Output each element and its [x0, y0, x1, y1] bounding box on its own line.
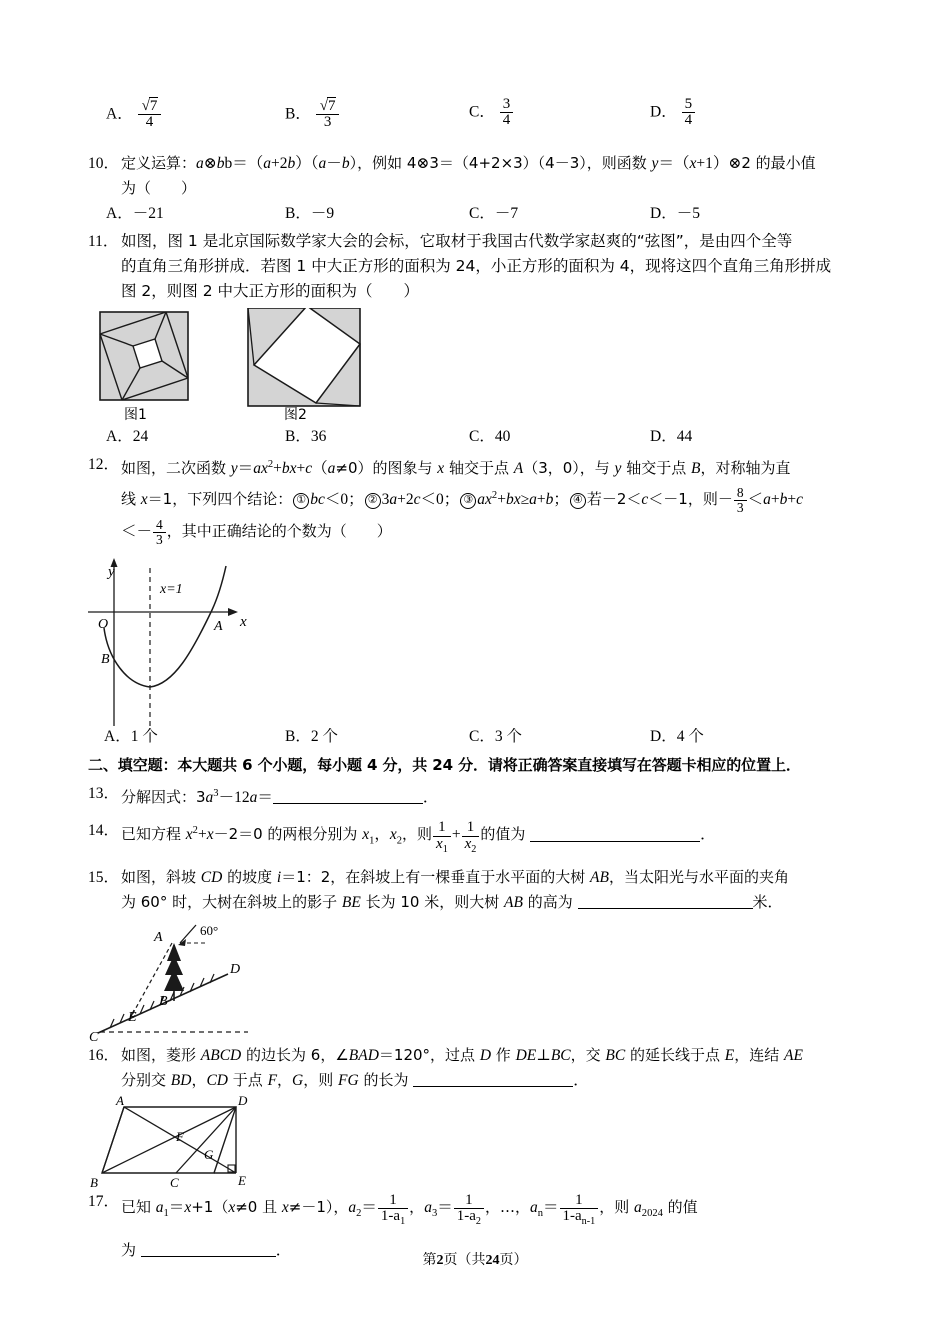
label-c: C — [170, 1175, 179, 1190]
question-10 — [88, 151, 873, 201]
question-14-number: 14． — [88, 822, 120, 840]
answer-blank-13[interactable] — [273, 803, 423, 804]
page-footer — [0, 1249, 950, 1269]
diagonal-bd — [102, 1107, 236, 1173]
label-d: D — [230, 962, 241, 978]
q11-line-1: 如图，图 1 是北京国际数学家大会的会标，它取材于我国古代数学家赵爽的“弦图”，是由四个全等 — [121, 232, 793, 250]
option-b[interactable]: B．－9 — [285, 205, 335, 222]
y-axis-label: y — [108, 564, 115, 581]
label-b: B — [159, 994, 168, 1010]
question-13-body: 分解因式：$3a^3-12a=$ ． — [121, 788, 439, 807]
q10-var-b: b — [216, 155, 225, 172]
circled-number-2: ② — [365, 493, 381, 509]
footer-suffix: 页） — [499, 1252, 528, 1268]
question-14-body: 已知方程 $x^2+x-2=0$ 的两根分别为 $x_1$，$x_2$，则 $\frac{1}{x_1}$ + $\frac{1}{x_2}$ 的值为 ． — [121, 819, 716, 855]
q10-text-2: b＝（ — [224, 155, 264, 172]
fraction-sqrt7-over-3: $\frac{√7}{3}$ — [316, 97, 340, 131]
figure-1-chord-diagram — [100, 312, 188, 400]
rhombus-abcd-figure — [88, 1095, 328, 1189]
fraction-4-over-3: $\frac{4}{3}$ — [153, 518, 166, 547]
fraction-1-over-1-minus-an-1: $\frac{1}{1-a_{n-1}}$ — [560, 1193, 599, 1228]
label-a: A — [154, 930, 163, 946]
fraction-1-over-x2: $\frac{1}{x_2}$ — [462, 820, 480, 855]
question-11-options — [88, 424, 873, 450]
label-c: C — [89, 1030, 99, 1046]
fraction-1-over-1-minus-a1: $\frac{1}{1-a_1}$ — [378, 1193, 408, 1228]
footer-total-pages: 24 — [485, 1253, 500, 1268]
q10-text-1: 定义运算： — [121, 154, 197, 172]
chord-diagram-figures — [88, 308, 548, 426]
question-15-figure — [88, 917, 873, 1045]
option-a-label: A． — [106, 105, 133, 123]
option-c[interactable]: C．40 — [469, 428, 511, 445]
option-c[interactable]: C．－7 — [469, 205, 519, 222]
fraction-1-over-1-minus-a2: $\frac{1}{1-a_2}$ — [454, 1193, 484, 1228]
question-12-options — [88, 724, 873, 750]
question-15 — [88, 865, 873, 915]
option-c[interactable] — [469, 97, 514, 129]
question-12-body: 如图，二次函数 $y=ax^2+bx+c(a\ne 0)$的图象与 x 轴交于点 A（3，0），与 y 轴交于点 B，对称轴为直 — [121, 459, 791, 478]
question-11-body — [121, 229, 873, 304]
figure-2-label: 图2 — [284, 407, 307, 423]
x-axis-arrow — [228, 608, 238, 616]
question-16-body: 如图，菱形 ABCD 的边长为 6，∠BAD＝120°，过点 D 作 DE⊥BC，交 BC 的延长线于点 E，连结 AE 分别交 BD，CD 于点 F，G，则 FG 的长为 ． — [121, 1046, 803, 1090]
sqrt-icon: √7 — [141, 98, 158, 114]
option-a[interactable]: A．1 个 — [104, 728, 158, 746]
answer-blank-14[interactable] — [530, 841, 700, 842]
sun-angle-ray — [180, 925, 196, 943]
question-16-figure — [88, 1095, 873, 1189]
axis-line-label: x=1 — [160, 582, 183, 598]
q10-var-a: a — [196, 155, 204, 172]
question-12-number: 12． — [88, 456, 120, 473]
slope-tree-shadow-figure — [88, 917, 308, 1045]
option-c[interactable]: C．3 个 — [469, 728, 522, 746]
q10-answer-prompt: 为（ ） — [121, 179, 197, 197]
label-a: A — [116, 1095, 124, 1109]
circled-number-4: ④ — [570, 493, 586, 509]
question-12 — [88, 452, 873, 481]
footer-prefix: 第 — [422, 1252, 437, 1268]
question-10-options — [88, 201, 873, 227]
label-e: E — [238, 1173, 246, 1189]
option-b[interactable]: B．2 个 — [285, 728, 338, 746]
label-b: B — [90, 1175, 98, 1190]
footer-page-number: 2 — [436, 1253, 444, 1268]
question-17-body: 已知 $a_1=x+1(x\ne 0$ 且 x≠－1），$a_2=$ $\frac{1}{1-a_1}$ ，$a_3=$ $\frac{1}{1-a_2}$ ，…，$a_n=$ $\frac{1}{1-a_{n-1}}$ ，则 $a_{2024}$ 的值 为 ． — [121, 1191, 698, 1260]
option-a[interactable]: A．24 — [106, 428, 149, 445]
option-d[interactable]: D．44 — [650, 428, 693, 445]
question-11 — [88, 229, 873, 304]
fraction-8-over-3: $\frac{8}{3}$ — [734, 486, 747, 515]
option-d[interactable]: D．4 个 — [650, 728, 704, 746]
segment-dc-ext — [176, 1107, 236, 1173]
label-e: E — [128, 1010, 137, 1026]
option-b[interactable]: B．36 — [285, 428, 327, 445]
question-12-graph — [88, 550, 873, 728]
answer-blank-16[interactable] — [413, 1086, 573, 1087]
circled-number-1: ① — [293, 493, 309, 509]
answer-blank-15[interactable] — [578, 908, 753, 909]
question-16 — [88, 1043, 873, 1093]
question-12-body-line3: ＜－ $\frac{4}{3}$ ，其中正确结论的个数为（ ） — [121, 516, 392, 547]
fraction-5-over-4: $\frac{5}{4}$ — [682, 97, 696, 129]
q11-line-2: 的直角三角形拼成．若图 1 中大正方形的面积为 24，小正方形的面积为 4，现将这四个直角三角形拼成 — [121, 257, 832, 275]
figure-2-chord-diagram — [248, 308, 360, 406]
question-9-options — [88, 95, 873, 145]
option-a[interactable]: A．－21 — [106, 205, 164, 222]
origin-label: O — [98, 617, 109, 633]
sqrt-icon: √7 — [319, 98, 336, 114]
option-b[interactable] — [285, 97, 340, 131]
option-d[interactable] — [650, 97, 696, 129]
q11-line-3: 图 2，则图 2 中大正方形的面积为（ ） — [121, 282, 420, 300]
question-12-body-line2: 线 x＝1，下列四个结论： ① bc＜0； ② 3a+2c＜0； ③ $ax^2+bx\ge a+b$； ④ 若－2＜c＜－1，则－ $\frac{8}{3}$ ＜a+b+c — [121, 484, 803, 515]
question-13 — [88, 781, 873, 810]
x-axis-label: x — [240, 614, 247, 631]
question-11-figures — [88, 308, 873, 426]
question-15-number: 15． — [88, 869, 120, 887]
figure-1-label: 图1 — [124, 407, 147, 423]
question-10-body: 定义运算：a⊗bb＝（a+2b）（a－b），例如 4⊗3＝（4+2×3）（4－3），则函数 y＝（x+1）⊗2 的最小值 为（ ） — [121, 154, 816, 197]
question-11-number: 11． — [88, 233, 119, 250]
question-15-body: 如图，斜坡 CD 的坡度 i＝1：2，在斜坡上有一棵垂直于水平面的大树 AB，当太阳光与水平面的夹角 为 60° 时，大树在斜坡上的影子 BE 长为 10 米，则大树 AB 的高为 米． — [121, 868, 789, 912]
question-16-number: 16． — [88, 1047, 120, 1065]
question-14 — [88, 818, 873, 855]
fraction-1-over-x1: $\frac{1}{x_1}$ — [433, 820, 451, 855]
label-d: D — [238, 1095, 248, 1109]
label-angle-60: 60° — [200, 923, 219, 939]
question-13-number: 13． — [88, 785, 120, 803]
label-f: F — [176, 1129, 184, 1145]
label-g: G — [204, 1147, 214, 1163]
option-d[interactable]: D．－5 — [650, 205, 700, 222]
section-2-heading: 二、填空题：本大题共 6 个小题，每小题 4 分，共 24 分．请将正确答案直接填写在答题卡相应的位置上． — [88, 756, 801, 775]
question-10-number: 10． — [88, 155, 120, 172]
point-a-label: A — [214, 619, 223, 635]
option-c-label: C． — [469, 103, 495, 121]
page-content — [88, 95, 873, 1269]
fraction-3-over-4: $\frac{3}{4}$ — [500, 97, 514, 129]
fraction-sqrt7-over-4: $\frac{√7}{4}$ — [138, 97, 162, 131]
circled-number-3: ③ — [460, 493, 476, 509]
point-b-label: B — [101, 652, 110, 668]
option-b-label: B． — [285, 105, 311, 123]
option-d-label: D． — [650, 103, 677, 121]
question-17-number: 17． — [88, 1193, 120, 1211]
footer-mid: 页（共 — [443, 1252, 486, 1268]
option-a[interactable] — [106, 97, 162, 131]
parabola-coordinate-graph — [88, 550, 308, 728]
